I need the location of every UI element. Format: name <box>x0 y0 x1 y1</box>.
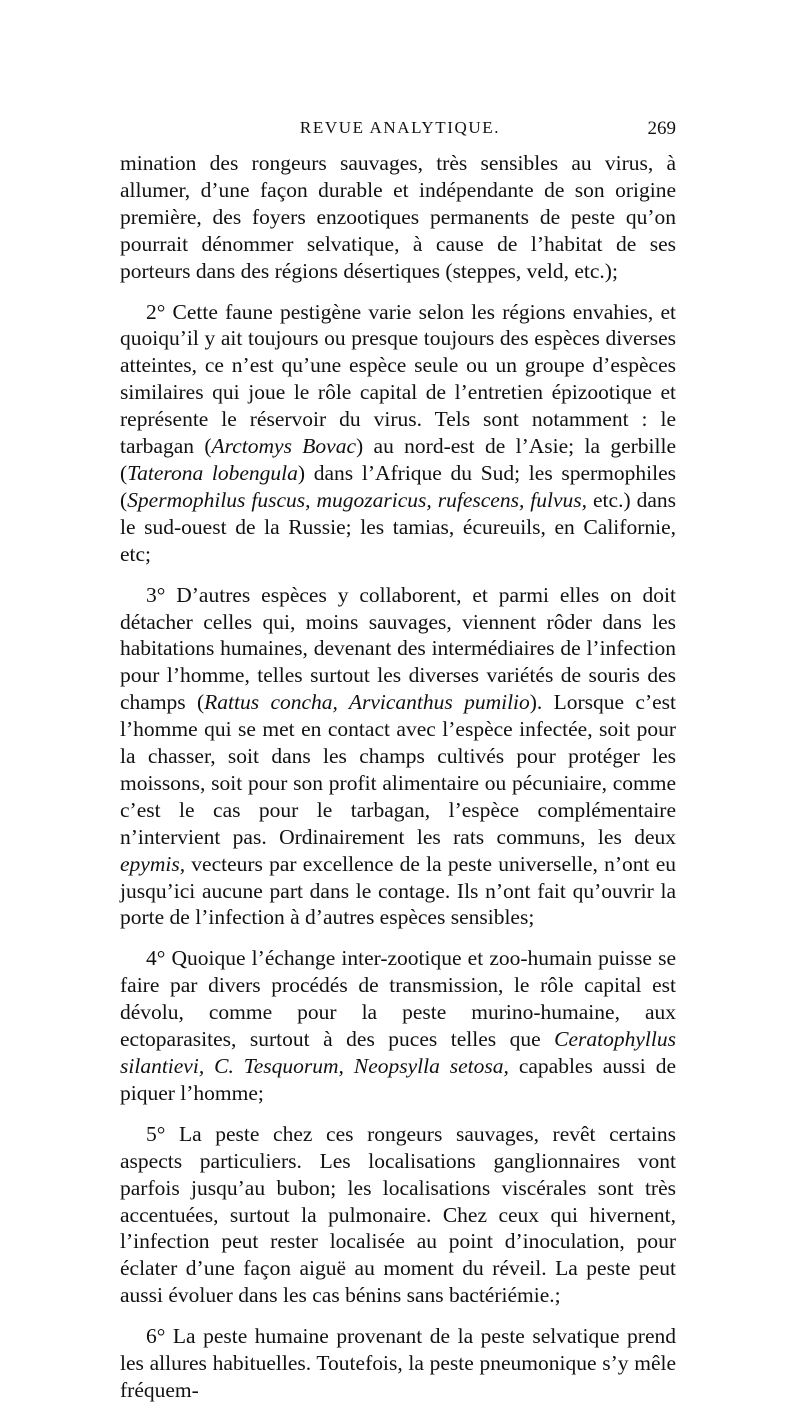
paragraph-point-6 <box>120 1323 676 1404</box>
text-run: 4° Quoique l’échange inter-zootique et zoo-humain puisse se faire par divers procédés de transmission, le rôle capital est dévolu, comme pour la peste murino-humaine, aux ectoparasites, surtout à des puces telles que <box>120 946 676 1052</box>
paragraph-continuation <box>120 150 676 285</box>
paragraph-point-3 <box>120 582 676 932</box>
paragraph-point-5 <box>120 1121 676 1309</box>
text-run: vecteurs par excellence de la peste universelle, n’ont eu jusqu’ici aucune part dans le contage. Ils n’ont fait qu’ouvrir la porte de l’infection à d’autres espèces sensibles; <box>120 851 676 930</box>
paragraph-point-2 <box>120 299 676 568</box>
text-run: 5° La peste chez ces rongeurs sauvages, revêt certains aspects particuliers. Les localisations ganglionnaires vont parfois jusqu’au bubon; les localisations viscérales sont très accentuées, surtout la pulmonaire. Chez ceux qui hivernent, l’infection peut rester localisée au point d’inoculation, pour éclater d’une façon aiguë au moment du réveil. La peste peut aussi évoluer dans les cas bénins sans bactériémie.; <box>120 1121 676 1308</box>
text-run: 2° Cette faune pestigène varie selon les régions envahies, et quoiqu’il y ait toujours ou presque toujours des espèces diverses atteintes, ce n’est qu’une espèce seule ou un groupe d’espèces similaires qui joue le rôle capital de l’entretien épizootique et représente le réservoir du virus. Tels sont notamment : le tarbagan ( <box>120 299 676 459</box>
body-text <box>120 150 676 1418</box>
text-run: ) dans l’Afrique du Sud; les spermophiles ( <box>120 460 677 512</box>
text-run: capables aussi de piquer l’homme; <box>120 1054 676 1105</box>
species-name: Spermophilus fuscus, mugozaricus, rufescens, fulvus, <box>127 487 588 512</box>
text-run: mination des rongeurs sauvages, très sensibles au virus, à allumer, d’une façon durable et indépendante de son origine première, des foyers enzootiques permanents de peste qu’on pourrait dénommer selvatique, à cause de l’habitat de ses porteurs dans des régions désertiques (steppes, veld, etc.); <box>120 151 676 283</box>
text-run: 3° D’autres espèces y collaborent, et parmi elles on doit détacher celles qui, moins sauvages, viennent rôder dans les habitations humaines, devenant des intermédiaires de l’infection pour l’homme, telles surtout les diverses variétés de souris des champs ( <box>120 582 676 715</box>
species-name: epymis, <box>120 851 186 876</box>
species-name: Rattus concha, Arvicanthus pumilio <box>204 690 530 715</box>
page-number: 269 <box>647 118 676 139</box>
running-header <box>120 118 680 142</box>
species-name: Taterona lobengula <box>127 460 298 485</box>
text-run: 6° La peste humaine provenant de la peste selvatique prend les allures habituelles. Toutefois, la peste pneumonique s’y mêle fréquem- <box>120 1324 676 1402</box>
species-name: Ceratophyllus silantievi, C. Tesquorum, Neopsylla setosa, <box>120 1027 676 1078</box>
paragraph-point-4 <box>120 945 676 1106</box>
text-run: etc.) dans le sud-ouest de la Russie; les tamias, écureuils, en Californie, etc; <box>120 487 676 566</box>
text-run: ) au nord-est de l’Asie; la gerbille ( <box>120 434 677 485</box>
running-title: REVUE ANALYTIQUE. <box>299 118 501 137</box>
text-run: ). Lorsque c’est l’homme qui se met en contact avec l’espèce infectée, soit pour la chasser, soit dans les champs cultivés pour protéger les moissons, soit pour son profit alimentaire ou pécuniaire, comme c’est le cas pour le tarbagan, l’espèce complémentaire n’intervient pas. Ordinairement les rats communs, les deux <box>120 690 676 849</box>
species-name: Arctomys Bovac <box>211 434 357 459</box>
